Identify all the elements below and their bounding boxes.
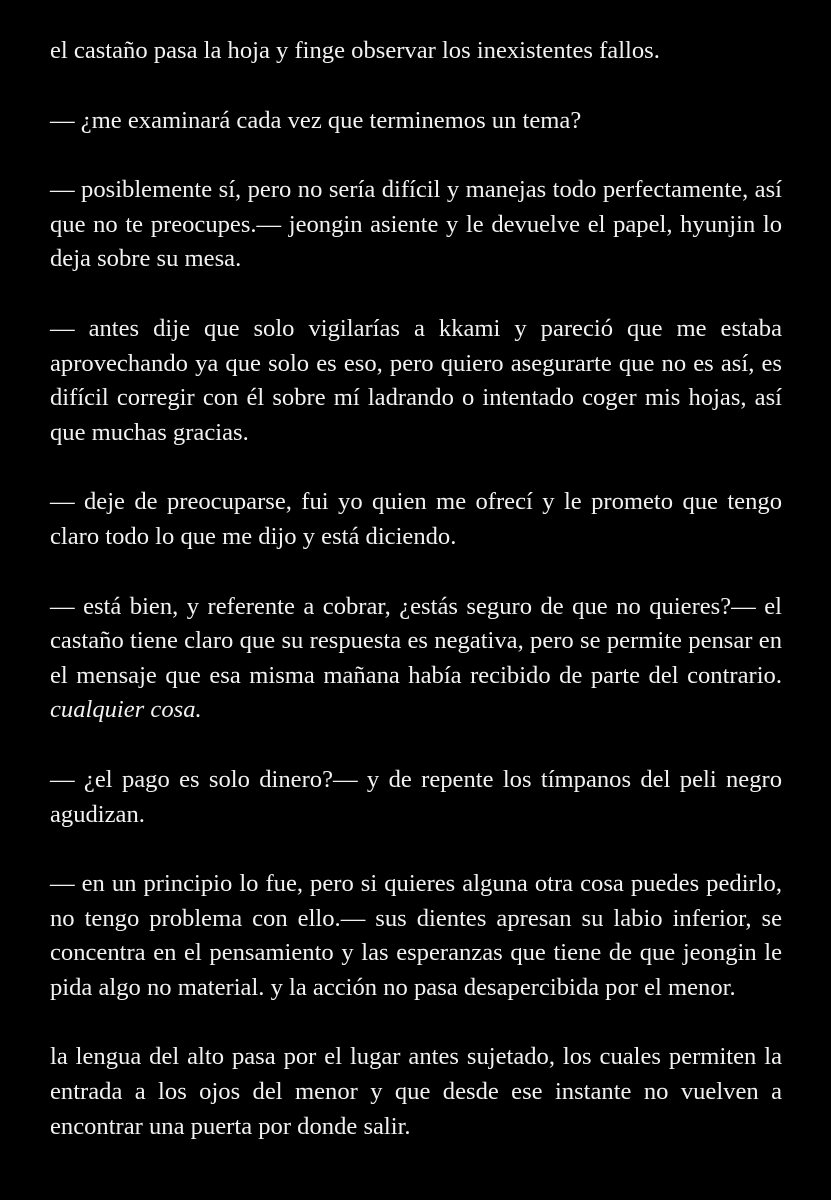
paragraph-text: — ¿el pago es solo dinero?— y de repente los tímpanos del peli negro agudizan. bbox=[50, 765, 782, 828]
paragraph-italic-text: cualquier cosa. bbox=[50, 696, 202, 724]
paragraph-6 bbox=[50, 590, 782, 728]
paragraph-text: — antes dije que solo vigilarías a kkami y pareció que me estaba aprovechando ya que solo es eso, pero quiero asegurarte que no es así, es difícil corregir con él sobre mí ladrando o intentado coger mis hojas, así que muchas gracias. bbox=[50, 314, 782, 446]
paragraph-5 bbox=[50, 485, 782, 554]
paragraph-text: la lengua del alto pasa por el lugar antes sujetado, los cuales permiten la entrada a los ojos del menor y que desde ese instante no vuelven a encontrar una puerta por donde salir. bbox=[50, 1043, 782, 1140]
paragraph-text: — deje de preocuparse, fui yo quien me ofrecí y le prometo que tengo claro todo lo que me dijo y está diciendo. bbox=[50, 488, 782, 550]
paragraph-text: — está bien, y referente a cobrar, ¿estás seguro de que no quieres?— el castaño tiene claro que su respuesta es negativa, pero se permite pensar en el mensaje que esa misma mañana había recibido de parte del contrario. bbox=[50, 592, 782, 689]
paragraph-2 bbox=[50, 104, 782, 139]
paragraph-text: — posiblemente sí, pero no sería difícil y manejas todo perfectamente, así que no te preocupes.— jeongin asiente y le devuelve el papel, hyunjin lo deja sobre su mesa. bbox=[50, 176, 782, 273]
paragraph-text: — ¿me examinará cada vez que terminemos un tema? bbox=[50, 106, 582, 134]
paragraph-3 bbox=[50, 173, 782, 277]
paragraph-8 bbox=[50, 867, 782, 1005]
paragraph-4 bbox=[50, 312, 782, 450]
paragraph-1 bbox=[50, 34, 782, 69]
paragraph-7 bbox=[50, 763, 782, 832]
paragraph-text: — en un principio lo fue, pero si quieres alguna otra cosa puedes pedirlo, no tengo problema con ello.— sus dientes apresan su labio inferior, se concentra en el pensamiento y las esperanzas que tiene de que jeongin le pida algo no material. y la acción no pasa desapercibida por el menor. bbox=[50, 870, 782, 1001]
paragraph-text: el castaño pasa la hoja y finge observar los inexistentes fallos. bbox=[50, 37, 660, 64]
paragraph-9 bbox=[50, 1040, 782, 1144]
story-text bbox=[50, 34, 782, 1144]
